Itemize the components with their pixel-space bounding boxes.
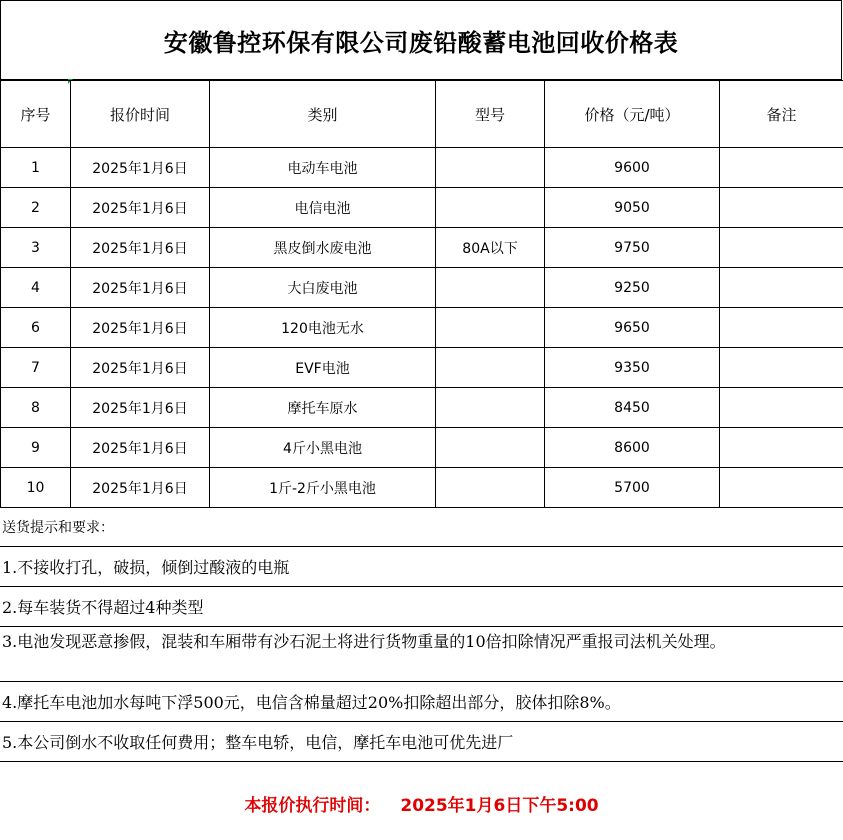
cell-remark: [720, 148, 843, 188]
header-row: [1, 81, 843, 148]
cell-seq: 4: [1, 268, 71, 308]
header-date: 报价时间: [71, 81, 210, 148]
cell-model: [436, 148, 545, 188]
cell-date: 2025年1月6日: [71, 468, 210, 508]
table-row: [1, 188, 843, 228]
cell-date: 2025年1月6日: [71, 428, 210, 468]
cell-price: 9350: [545, 348, 720, 388]
table-row: [1, 268, 843, 308]
note-item: 5.本公司倒水不收取任何费用；整车电轿，电信，摩托车电池可优先进厂: [0, 722, 843, 762]
header-model: 型号: [436, 81, 545, 148]
cell-seq: 8: [1, 388, 71, 428]
cell-seq: 9: [1, 428, 71, 468]
note-item: 2.每车装货不得超过4种类型: [0, 587, 843, 627]
table-row: [1, 148, 843, 188]
cell-seq: 10: [1, 468, 71, 508]
cell-model: [436, 188, 545, 228]
cell-model: [436, 348, 545, 388]
header-seq: 序号: [1, 81, 71, 148]
cell-model: [436, 268, 545, 308]
cell-model: [436, 428, 545, 468]
price-table: [0, 80, 843, 508]
effective-time: [0, 788, 843, 818]
cell-category: EVF电池: [210, 348, 436, 388]
table-row: [1, 388, 843, 428]
cell-category: 大白废电池: [210, 268, 436, 308]
cell-remark: [720, 468, 843, 508]
note-item: 3.电池发现恶意掺假，混装和车厢带有沙石泥土将进行货物重量的10倍扣除情况严重报司法机关处理。: [0, 627, 843, 682]
cell-remark: [720, 348, 843, 388]
table-row: [1, 468, 843, 508]
cell-seq: 6: [1, 308, 71, 348]
cell-seq: 2: [1, 188, 71, 228]
cell-category: 1斤-2斤小黑电池: [210, 468, 436, 508]
cell-date: 2025年1月6日: [71, 388, 210, 428]
effective-time-value: 2025年1月6日下午5:00: [400, 795, 599, 816]
cell-category: 摩托车原水: [210, 388, 436, 428]
cell-price: 9750: [545, 228, 720, 268]
cell-price: 8450: [545, 388, 720, 428]
cell-price: 5700: [545, 468, 720, 508]
effective-time-label: 本报价执行时间：: [244, 795, 381, 816]
cell-price: 9250: [545, 268, 720, 308]
notes-heading: 送货提示和要求：: [0, 507, 843, 547]
cell-model: [436, 308, 545, 348]
sheet-title: 安徽鲁控环保有限公司废铅酸蓄电池回收价格表: [0, 0, 842, 80]
delivery-notes: [0, 507, 843, 762]
cell-category: 电信电池: [210, 188, 436, 228]
cell-price: 9600: [545, 148, 720, 188]
cell-date: 2025年1月6日: [71, 188, 210, 228]
cell-date: 2025年1月6日: [71, 268, 210, 308]
cell-category: 4斤小黑电池: [210, 428, 436, 468]
cell-model: [436, 468, 545, 508]
table-row: [1, 428, 843, 468]
cell-price: 8600: [545, 428, 720, 468]
cell-seq: 3: [1, 228, 71, 268]
cell-date: 2025年1月6日: [71, 308, 210, 348]
table-row: [1, 348, 843, 388]
cell-seq: 7: [1, 348, 71, 388]
cell-remark: [720, 308, 843, 348]
cell-price: 9650: [545, 308, 720, 348]
cell-remark: [720, 228, 843, 268]
cell-seq: 1: [1, 148, 71, 188]
cell-date: 2025年1月6日: [71, 148, 210, 188]
cell-category: 黑皮倒水废电池: [210, 228, 436, 268]
cell-category: 电动车电池: [210, 148, 436, 188]
cell-model: [436, 388, 545, 428]
header-price: 价格（元/吨）: [545, 81, 720, 148]
cell-model: 80A以下: [436, 228, 545, 268]
header-category: 类别: [210, 81, 436, 148]
cell-date: 2025年1月6日: [71, 348, 210, 388]
note-item: 1.不接收打孔，破损，倾倒过酸液的电瓶: [0, 547, 843, 587]
cell-remark: [720, 388, 843, 428]
cell-remark: [720, 188, 843, 228]
cell-remark: [720, 428, 843, 468]
table-row: [1, 308, 843, 348]
table-row: [1, 228, 843, 268]
cell-category: 120电池无水: [210, 308, 436, 348]
cell-price: 9050: [545, 188, 720, 228]
note-item: 4.摩托车电池加水每吨下浮500元，电信含棉量超过20%扣除超出部分，胶体扣除8%。: [0, 682, 843, 722]
cell-remark: [720, 268, 843, 308]
header-remark: 备注: [720, 81, 843, 148]
cell-date: 2025年1月6日: [71, 228, 210, 268]
